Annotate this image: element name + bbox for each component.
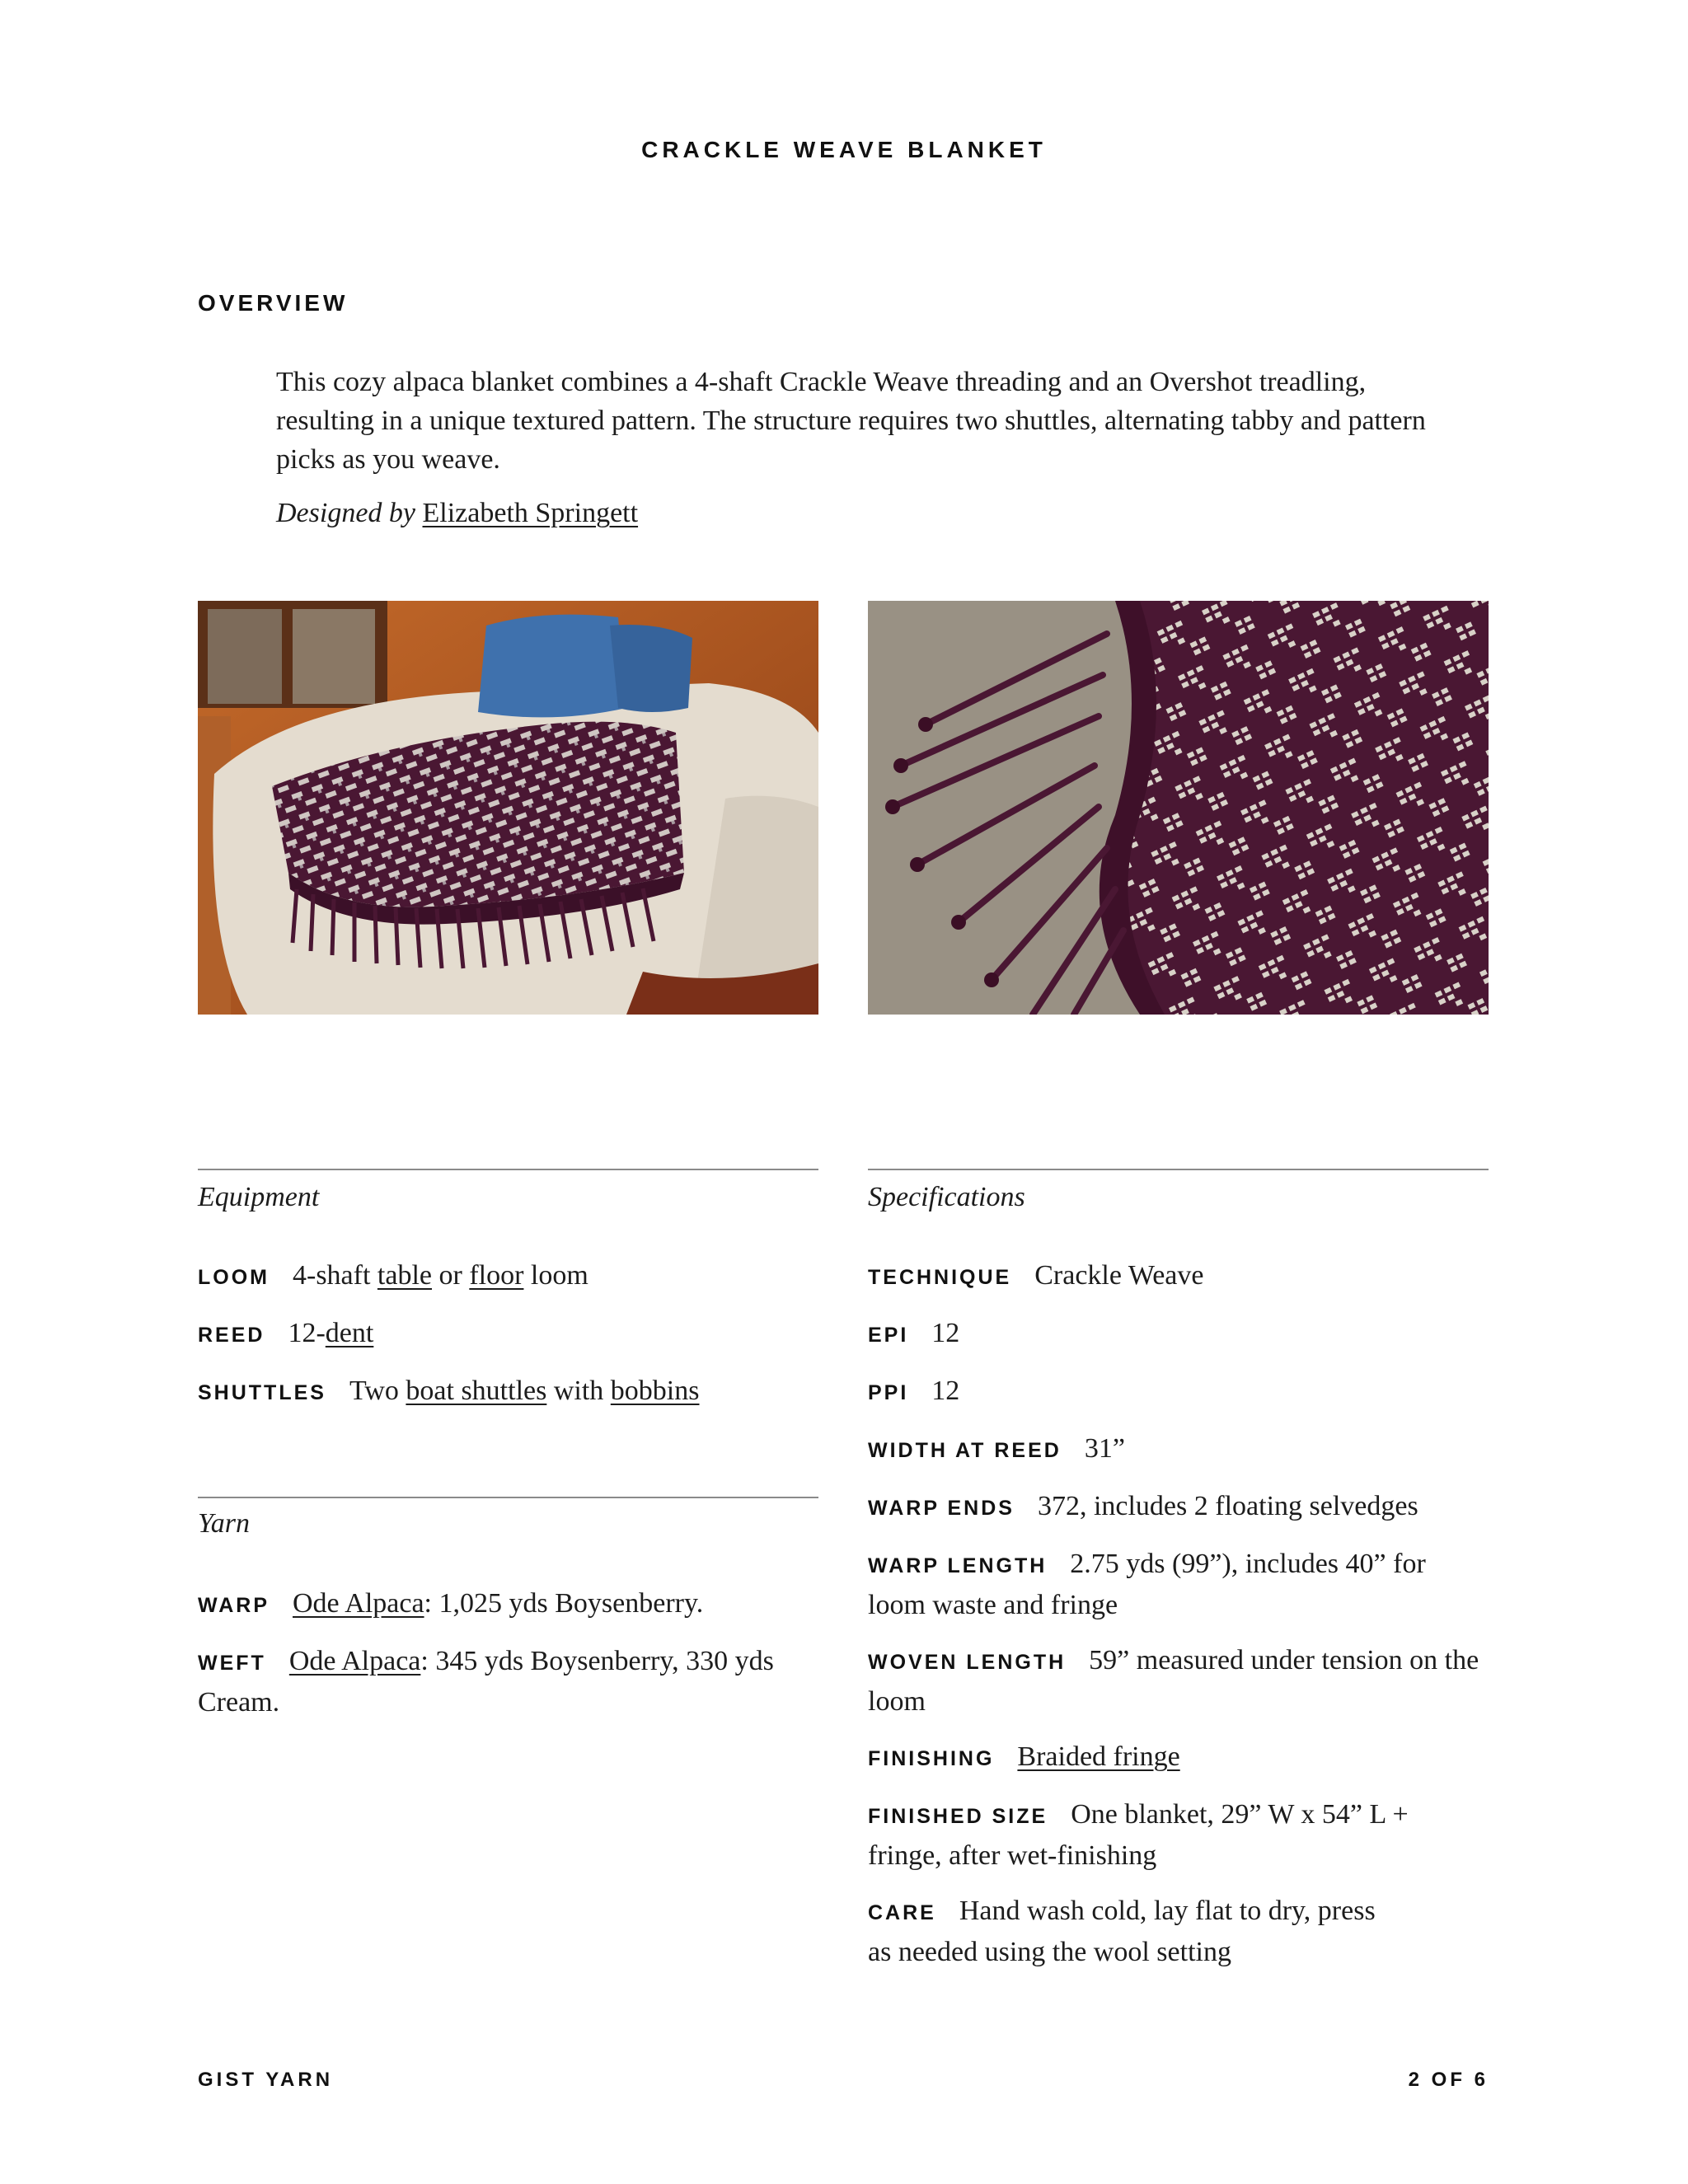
warp-length-row — [868, 1544, 1489, 1624]
ppi-label: PPI — [868, 1381, 909, 1404]
yarn-heading: Yarn — [198, 1508, 251, 1539]
dent-link[interactable]: dent — [325, 1318, 374, 1348]
finishing-row — [868, 1737, 1489, 1779]
document-title: CRACKLE WEAVE BLANKET — [641, 137, 1047, 162]
weft-yarn-row — [198, 1642, 791, 1722]
care-value-line1: Hand wash cold, lay flat to dry, press — [959, 1896, 1376, 1926]
width-at-reed-value: 31” — [1084, 1433, 1125, 1464]
finished-size-row — [868, 1795, 1489, 1875]
technique-label: TECHNIQUE — [868, 1266, 1012, 1289]
warp-length-value: 2.75 yds (99”), includes 40” for loom waste and fringe — [868, 1549, 1426, 1620]
designer-link[interactable]: Elizabeth Springett — [422, 498, 639, 528]
finished-size-label: FINISHED SIZE — [868, 1805, 1048, 1828]
footer-brand: GIST YARN — [198, 2069, 334, 2091]
overview-heading: OVERVIEW — [198, 290, 349, 316]
table-loom-link[interactable]: table — [377, 1260, 432, 1291]
warp-ends-label: WARP ENDS — [868, 1497, 1015, 1520]
loom-pre: 4-shaft — [293, 1260, 371, 1291]
warp-ends-row — [868, 1487, 1489, 1528]
loom-row — [198, 1256, 818, 1297]
technique-row — [868, 1256, 1489, 1297]
ppi-row — [868, 1371, 1489, 1413]
epi-label: EPI — [868, 1324, 909, 1347]
reed-label: REED — [198, 1324, 265, 1347]
equipment-heading: Equipment — [198, 1182, 320, 1212]
overview-description: This cozy alpaca blanket combines a 4-shaft Crackle Weave threading and an Overshot treadling, resulting in a unique textured pattern. The structure requires two shuttles, alternating tabby and pattern picks as you weave. — [276, 367, 1426, 475]
technique-value: Crackle Weave — [1034, 1260, 1204, 1291]
floor-loom-link[interactable]: floor — [469, 1260, 524, 1291]
loom-mid: or — [438, 1260, 462, 1291]
designer-credit — [276, 498, 638, 529]
woven-length-row — [868, 1641, 1489, 1721]
yarn-divider — [198, 1497, 818, 1498]
weft-label: WEFT — [198, 1652, 266, 1675]
woven-length-value: 59” measured under tension on the loom — [868, 1645, 1479, 1717]
blanket-on-sofa-image — [198, 601, 818, 1015]
epi-value: 12 — [931, 1318, 960, 1348]
warp-yarn-text: : 1,025 yds Boysenberry. — [424, 1588, 704, 1619]
woven-length-label: WOVEN LENGTH — [868, 1651, 1067, 1674]
shuttles-row — [198, 1371, 818, 1413]
reed-row — [198, 1314, 818, 1355]
warp-yarn-row — [198, 1584, 818, 1625]
shuttles-label: SHUTTLES — [198, 1381, 326, 1404]
width-at-reed-row — [868, 1429, 1489, 1470]
loom-label: LOOM — [198, 1266, 270, 1289]
warp-label: WARP — [198, 1594, 270, 1617]
equipment-divider — [198, 1169, 818, 1170]
braided-fringe-link[interactable]: Braided fringe — [1017, 1741, 1180, 1772]
warp-ends-value: 372, includes 2 floating selvedges — [1037, 1491, 1418, 1521]
width-at-reed-label: WIDTH AT REED — [868, 1439, 1062, 1462]
fabric-closeup-photo — [868, 601, 1489, 1015]
ppi-value: 12 — [931, 1376, 960, 1406]
page-number: 2 OF 6 — [1408, 2069, 1489, 2091]
blanket-on-sofa-photo — [198, 601, 818, 1015]
finished-size-value: One blanket, 29” W x 54” L + fringe, after wet-finishing — [868, 1799, 1409, 1871]
shuttles-mid: with — [553, 1376, 604, 1406]
designed-by-prefix: Designed by — [276, 498, 416, 528]
care-value-line2: as needed using the wool setting — [868, 1937, 1231, 1967]
warp-length-label: WARP LENGTH — [868, 1554, 1048, 1577]
fabric-closeup-image — [868, 601, 1489, 1015]
epi-row — [868, 1314, 1489, 1355]
boat-shuttles-link[interactable]: boat shuttles — [406, 1376, 547, 1406]
care-row — [868, 1891, 1489, 1971]
weft-yarn-text: : 345 yds Boysenberry, 330 yds Cream. — [198, 1646, 774, 1718]
shuttles-pre: Two — [349, 1376, 399, 1406]
loom-post: loom — [530, 1260, 588, 1291]
bobbins-link[interactable]: bobbins — [610, 1376, 700, 1406]
reed-pre: 12- — [288, 1318, 326, 1348]
warp-ode-alpaca-link[interactable]: Ode Alpaca — [293, 1588, 424, 1619]
finishing-label: FINISHING — [868, 1747, 995, 1770]
specifications-divider — [868, 1169, 1489, 1170]
specifications-heading: Specifications — [868, 1182, 1025, 1212]
weft-ode-alpaca-link[interactable]: Ode Alpaca — [288, 1646, 421, 1676]
care-label: CARE — [868, 1901, 936, 1924]
